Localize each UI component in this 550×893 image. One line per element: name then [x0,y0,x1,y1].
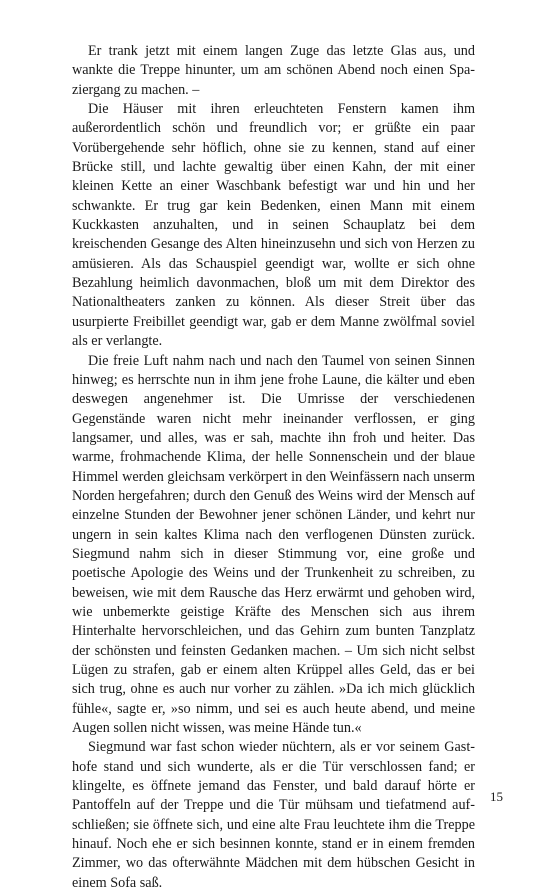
page-number: 15 [490,789,503,804]
paragraph-2: Die Häuser mit ihren erleuchteten Fenstern kamen ihm außerordentlich schön und freundlich vor; er grüßte ein paar Vorübergehende sehr höflich, ohne sie zu kennen, stand auf einer Brücke still, und lachte gewaltig über einen Kahn, der mit einer kleinen Kette an einer Waschbank befestigt war und hin und her schwankte. Er trug gar kein Bedenken, einen Mann mit einem Kuckkasten anzuhalten, und in seinen Schauplatz bei dem kreischenden Gesange des Alten hineinzusehn und sich von Herzen zu amüsieren. Als das Schauspiel geendigt war, wollte er sich ohne Bezahlung heimlich davonmachen, bloß um mit dem Direktor des Nationaltheaters zanken zu können. Als dieser Streit über das usurpierte Freibillet geendigt war, gab er dem Manne zwölfmal soviel als er verlangte. [72,101,475,350]
body-text [72,42,475,893]
paragraph-1: Er trank jetzt mit einem langen Zuge das letzte Glas aus, und wankte die Treppe hinunter, um am schönen Abend noch einen Spaziergang zu machen. – [72,43,475,98]
paragraph-3: Die freie Luft nahm nach und nach den Taumel von seinen Sinnen hinweg; es herrschte nun in ihm jene frohe Laune, die kälter und eben deswegen angenehmer ist. Die Umrisse der verschiedenen Gegenstände waren nicht mehr ineinander verflossen, er ging langsamer, und alles, was er sah, machte ihn froh und heiter. Das warme, frohmachende Klima, der helle Sonnenschein und der blaue Himmel werden gleichsam verkörpert in den Weinfässern nach unserm Norden hergefahren; durch den Genuß des Weins wird der Mensch auf einzelne Stunden der Bewohner jener schönen Länder, und kehrt nur ungern in sein kaltes Klima nach den verflogenen Dünsten zurück. Siegmund nahm sich in dieser Stimmung vor, eine große und poetische Apologie des Weins und der Trunkenheit zu schreiben, zu beweisen, wie mit dem Rausche das Herz erwärmt und gehoben wird, wie unbemerkte geistige Kräfte des Menschen sich aus ihrem Hinterhalte hervorschleichen, und das Gehirn zum bunten Tanzplatz der schönsten und feinsten Gedanken machen. – Um sich nicht selbst Lügen zu strafen, gab er einem alten Krüppel alles Geld, das er bei sich trug, ohne es auch nur vorher zu zählen. »Da ich mich glücklich fühle«, sagte er, »so nimm, und sei es auch heute abend, und meine Augen sollen nicht wissen, was meine Hände tun.« [72,352,475,737]
paragraph-4: Siegmund war fast schon wieder nüchtern, als er vor seinem Gasthofe stand und sich wunderte, als er die Tür verschlossen fand; er klingelte, es öffnete jemand das Fenster, und bald darauf hörte er Pantoffeln auf der Treppe und die Tür mühsam und tiefatmend aufschließen; sie öffnete sich, und eine alte Frau leuchtete ihm die Treppe hinauf. Noch ehe er sich besinnen konnte, stand er in einem fremden Zimmer, wo das ofterwähnte Mädchen mit dem hübschen Gesicht in einem Sofa saß. [72,739,475,891]
